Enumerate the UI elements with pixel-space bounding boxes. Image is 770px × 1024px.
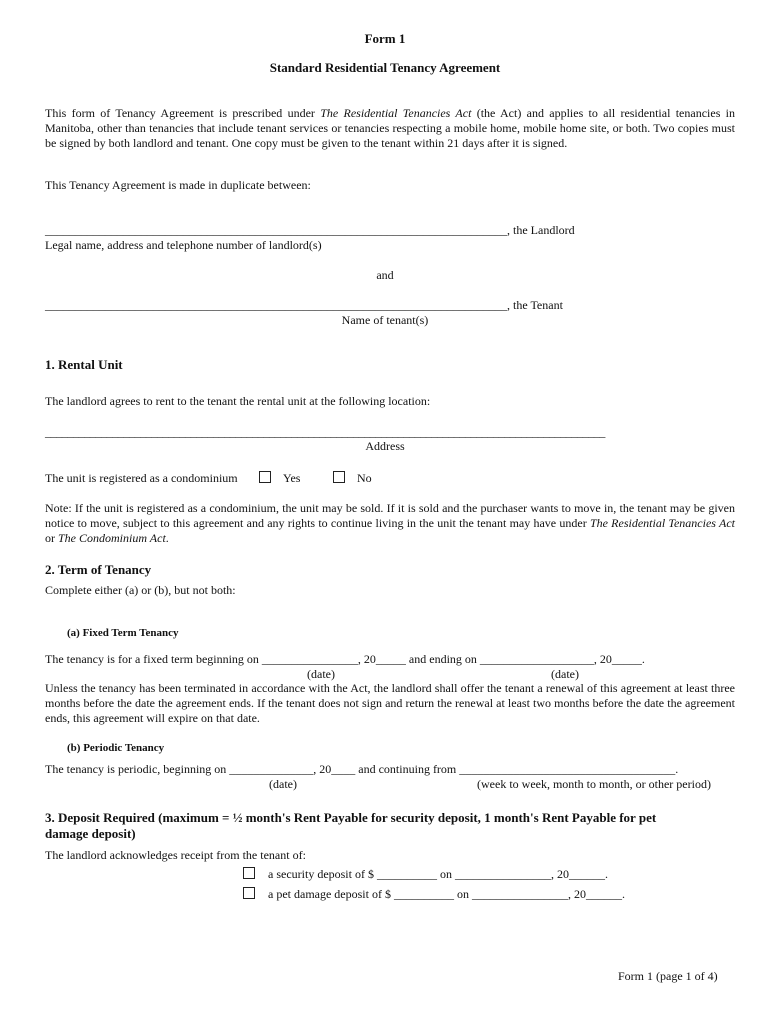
periodic-line[interactable]: The tenancy is periodic, beginning on ______________, 20____ and continuing from ____________________________________. bbox=[45, 762, 679, 776]
security-deposit-line[interactable]: a security deposit of $ __________ on ________________, 20______. bbox=[268, 867, 608, 881]
note-act-1: The Residential Tenancies Act bbox=[589, 516, 735, 530]
address-field[interactable]: ____________________________________________________________________________________________________ bbox=[45, 425, 606, 439]
tenant-field[interactable]: _____________________________________________________________________________, the Tenant bbox=[45, 298, 563, 312]
address-caption: Address bbox=[365, 439, 405, 453]
section-1-heading: 1. Rental Unit bbox=[45, 357, 123, 372]
fixed-term-heading: (a) Fixed Term Tenancy bbox=[67, 627, 179, 639]
section-3-text: The landlord acknowledges receipt from the tenant of: bbox=[45, 848, 306, 862]
note-act-2: The Condominium Act bbox=[58, 531, 166, 545]
section-2-instruction: Complete either (a) or (b), but not both: bbox=[45, 583, 236, 597]
section-3-number: 3 bbox=[45, 810, 52, 825]
note-text: Note: If the unit is registered as a condominium, the unit may be sold. If it is sold and the purchaser wants to move in, the tenant may be given notice to move, subject to this agreement and any rights to continue living in the unit the tenant may have under bbox=[45, 501, 735, 530]
and-separator: and bbox=[376, 268, 394, 282]
periodic-date-caption: (date) bbox=[269, 777, 297, 791]
form-number: Form 1 bbox=[364, 31, 406, 46]
section-3-heading-cont: damage deposit) bbox=[45, 826, 136, 841]
section-3-heading-text: . Deposit Required (maximum = ½ month's Rent Payable for security deposit, 1 month's Rent Payable for pet bbox=[51, 810, 657, 825]
fixed-term-date-2-caption: (date) bbox=[551, 667, 579, 681]
note-end: . bbox=[165, 531, 169, 545]
fixed-term-date-1-caption: (date) bbox=[307, 667, 335, 681]
intro-text-after: (the Act) and applies to all residential tenancies in Manitoba, other than tenancies that include tenant services or tenancies respecting a mobile home, mobile home site, or both. Two copies must be signed by both landlord and tenant. One copy must be given to the tenant within 21 days after it is signed. bbox=[45, 106, 735, 150]
intro-text-before: This form of Tenancy Agreement is prescribed under bbox=[45, 106, 321, 120]
landlord-caption: Legal name, address and telephone number of landlord(s) bbox=[45, 238, 322, 252]
condo-no-label: No bbox=[357, 471, 372, 485]
intro-act-name: The Residential Tenancies Act bbox=[320, 106, 472, 120]
condo-yes-label: Yes bbox=[283, 471, 301, 485]
tenant-caption: Name of tenant(s) bbox=[341, 313, 429, 327]
condo-question: The unit is registered as a condominium bbox=[45, 471, 238, 485]
intro-paragraph bbox=[45, 106, 735, 151]
section-1-text: The landlord agrees to rent to the tenant the rental unit at the following location: bbox=[45, 394, 431, 408]
section-3-heading bbox=[45, 810, 656, 825]
note-or: or bbox=[45, 531, 58, 545]
landlord-field[interactable]: _____________________________________________________________________________, the Landlord bbox=[45, 223, 575, 237]
section-2-heading: 2. Term of Tenancy bbox=[45, 562, 152, 577]
page-footer: Form 1 (page 1 of 4) bbox=[618, 969, 718, 983]
page-title: Standard Residential Tenancy Agreement bbox=[269, 60, 501, 75]
condo-note bbox=[45, 501, 735, 546]
condo-no-checkbox[interactable] bbox=[333, 471, 345, 483]
fixed-term-line[interactable]: The tenancy is for a fixed term beginning on ________________, 20_____ and ending on ___________________, 20_____. bbox=[45, 652, 645, 666]
duplicate-statement: This Tenancy Agreement is made in duplicate between: bbox=[45, 178, 311, 192]
condo-yes-checkbox[interactable] bbox=[259, 471, 271, 483]
renewal-paragraph: Unless the tenancy has been terminated in accordance with the Act, the landlord shall offer the tenant a renewal of this agreement at least three months before the date the agreement ends. If the tenant does not sign and return the renewal at least two months before the date the agreement ends, this agreement will expire on that date. bbox=[45, 681, 735, 725]
pet-deposit-checkbox[interactable] bbox=[243, 887, 255, 899]
security-deposit-checkbox[interactable] bbox=[243, 867, 255, 879]
periodic-period-caption: (week to week, month to month, or other period) bbox=[477, 777, 711, 791]
periodic-heading: (b) Periodic Tenancy bbox=[67, 742, 165, 754]
pet-deposit-line[interactable]: a pet damage deposit of $ __________ on ________________, 20______. bbox=[268, 887, 625, 901]
